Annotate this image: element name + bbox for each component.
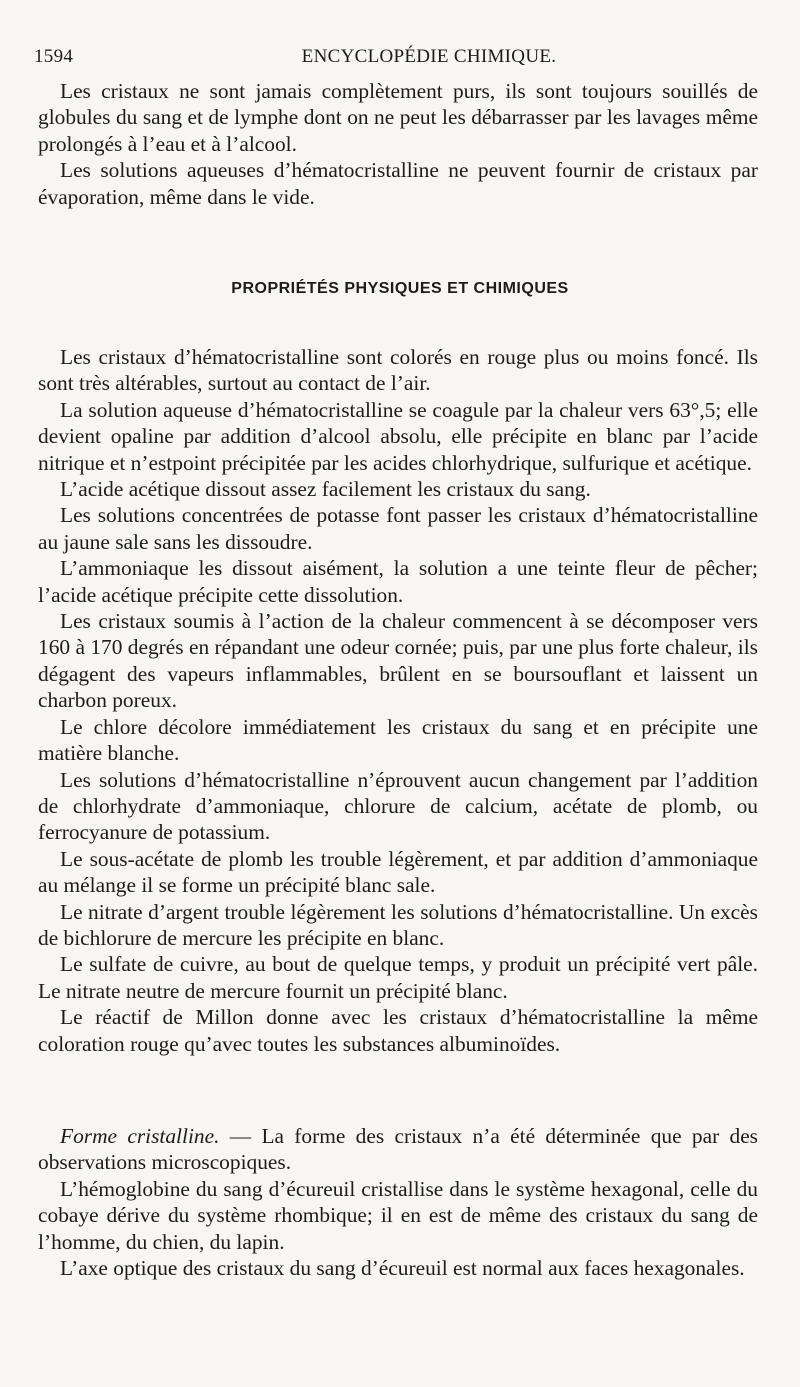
paragraph: Les solutions d’hématocristalline n’éprouvent aucun changement par l’addition de chlorhydrate d’ammoniaque, chlorure de calcium, acétate de plomb, ou ferrocyanure de potassium.	[38, 767, 758, 845]
paragraph: Le nitrate d’argent trouble légèrement les solutions d’hématocristalline. Un excès de bichlorure de mercure les précipite en blanc.	[38, 899, 758, 950]
crystal-form-heading: Forme cristalline.	[60, 1124, 220, 1148]
properties-text	[38, 344, 758, 1057]
section-title: PROPRIÉTÉS PHYSIQUES ET CHIMIQUES	[231, 280, 569, 297]
running-head: ENCYCLOPÉDIE CHIMIQUE.	[301, 46, 557, 67]
crystal-form-lead-text: — La forme des cristaux n’a été déterminée que par des observations microscopiques.	[38, 1124, 759, 1175]
paragraph: Les cristaux ne sont jamais complètement purs, ils sont toujours souillés de globules du sang et de lymphe dont on ne peut les débarrasser par les lavages même prolongés à l’eau et à l’alcool.	[38, 79, 758, 156]
paragraph: Le chlore décolore immédiatement les cristaux du sang et en précipite une matière blanche.	[38, 714, 758, 766]
crystal-form-text	[38, 1123, 758, 1281]
paragraph: Le réactif de Millon donne avec les cristaux d’hématocristalline la même coloration rouge qu’avec toutes les substances albuminoïdes.	[38, 1005, 758, 1056]
paragraph: Les cristaux d’hématocristalline sont colorés en rouge plus ou moins foncé. Ils sont très altérables, surtout au contact de l’air.	[38, 345, 758, 396]
page-header	[34, 46, 774, 70]
paragraph: L’axe optique des cristaux du sang d’écureuil est normal aux faces hexagonales.	[60, 1256, 745, 1281]
paragraph: L’acide acétique dissout assez facilement les cristaux du sang.	[60, 477, 591, 502]
paragraph: La solution aqueuse d’hématocristalline se coagule par la chaleur vers 63°,5; elle devient opaline par addition d’alcool absolu, elle précipite en blanc par l’acide nitrique et n’estpoint précipitée par les acides chlorhydrique, sulfurique et acétique.	[38, 397, 758, 475]
paragraph: L’ammoniaque les dissout aisément, la solution a une teinte fleur de pêcher; l’acide acétique précipite cette dissolution.	[38, 556, 758, 607]
paragraph: Le sulfate de cuivre, au bout de quelque temps, y produit un précipité vert pâle. Le nitrate neutre de mercure fournit un précipité blanc.	[38, 952, 758, 1003]
paragraph: Les solutions concentrées de potasse font passer les cristaux d’hématocristalline au jaune sale sans les dissoudre.	[38, 503, 758, 554]
paragraph: L’hémoglobine du sang d’écureuil cristallise dans le système hexagonal, celle du cobaye dérive du système rhombique; il en est de même des cristaux du sang de l’homme, du chien, du lapin.	[38, 1176, 758, 1254]
paragraph: Les cristaux soumis à l’action de la chaleur commencent à se décomposer vers 160 à 170 degrés en répandant une odeur cornée; puis, par une plus forte chaleur, ils dégagent des vapeurs inflammables, brûlent en se boursouflant et laissent un charbon poreux.	[38, 609, 758, 713]
paragraph: Les solutions aqueuses d’hématocristalline ne peuvent fournir de cristaux par évaporation, même dans le vide.	[38, 158, 758, 209]
page-number: 1594	[34, 46, 74, 67]
paragraph: Le sous-acétate de plomb les trouble légèrement, et par addition d’ammoniaque au mélange il se forme un précipité blanc sale.	[38, 846, 758, 898]
crystal-form-lead-paragraph	[38, 1123, 758, 1176]
intro-text	[38, 78, 758, 210]
